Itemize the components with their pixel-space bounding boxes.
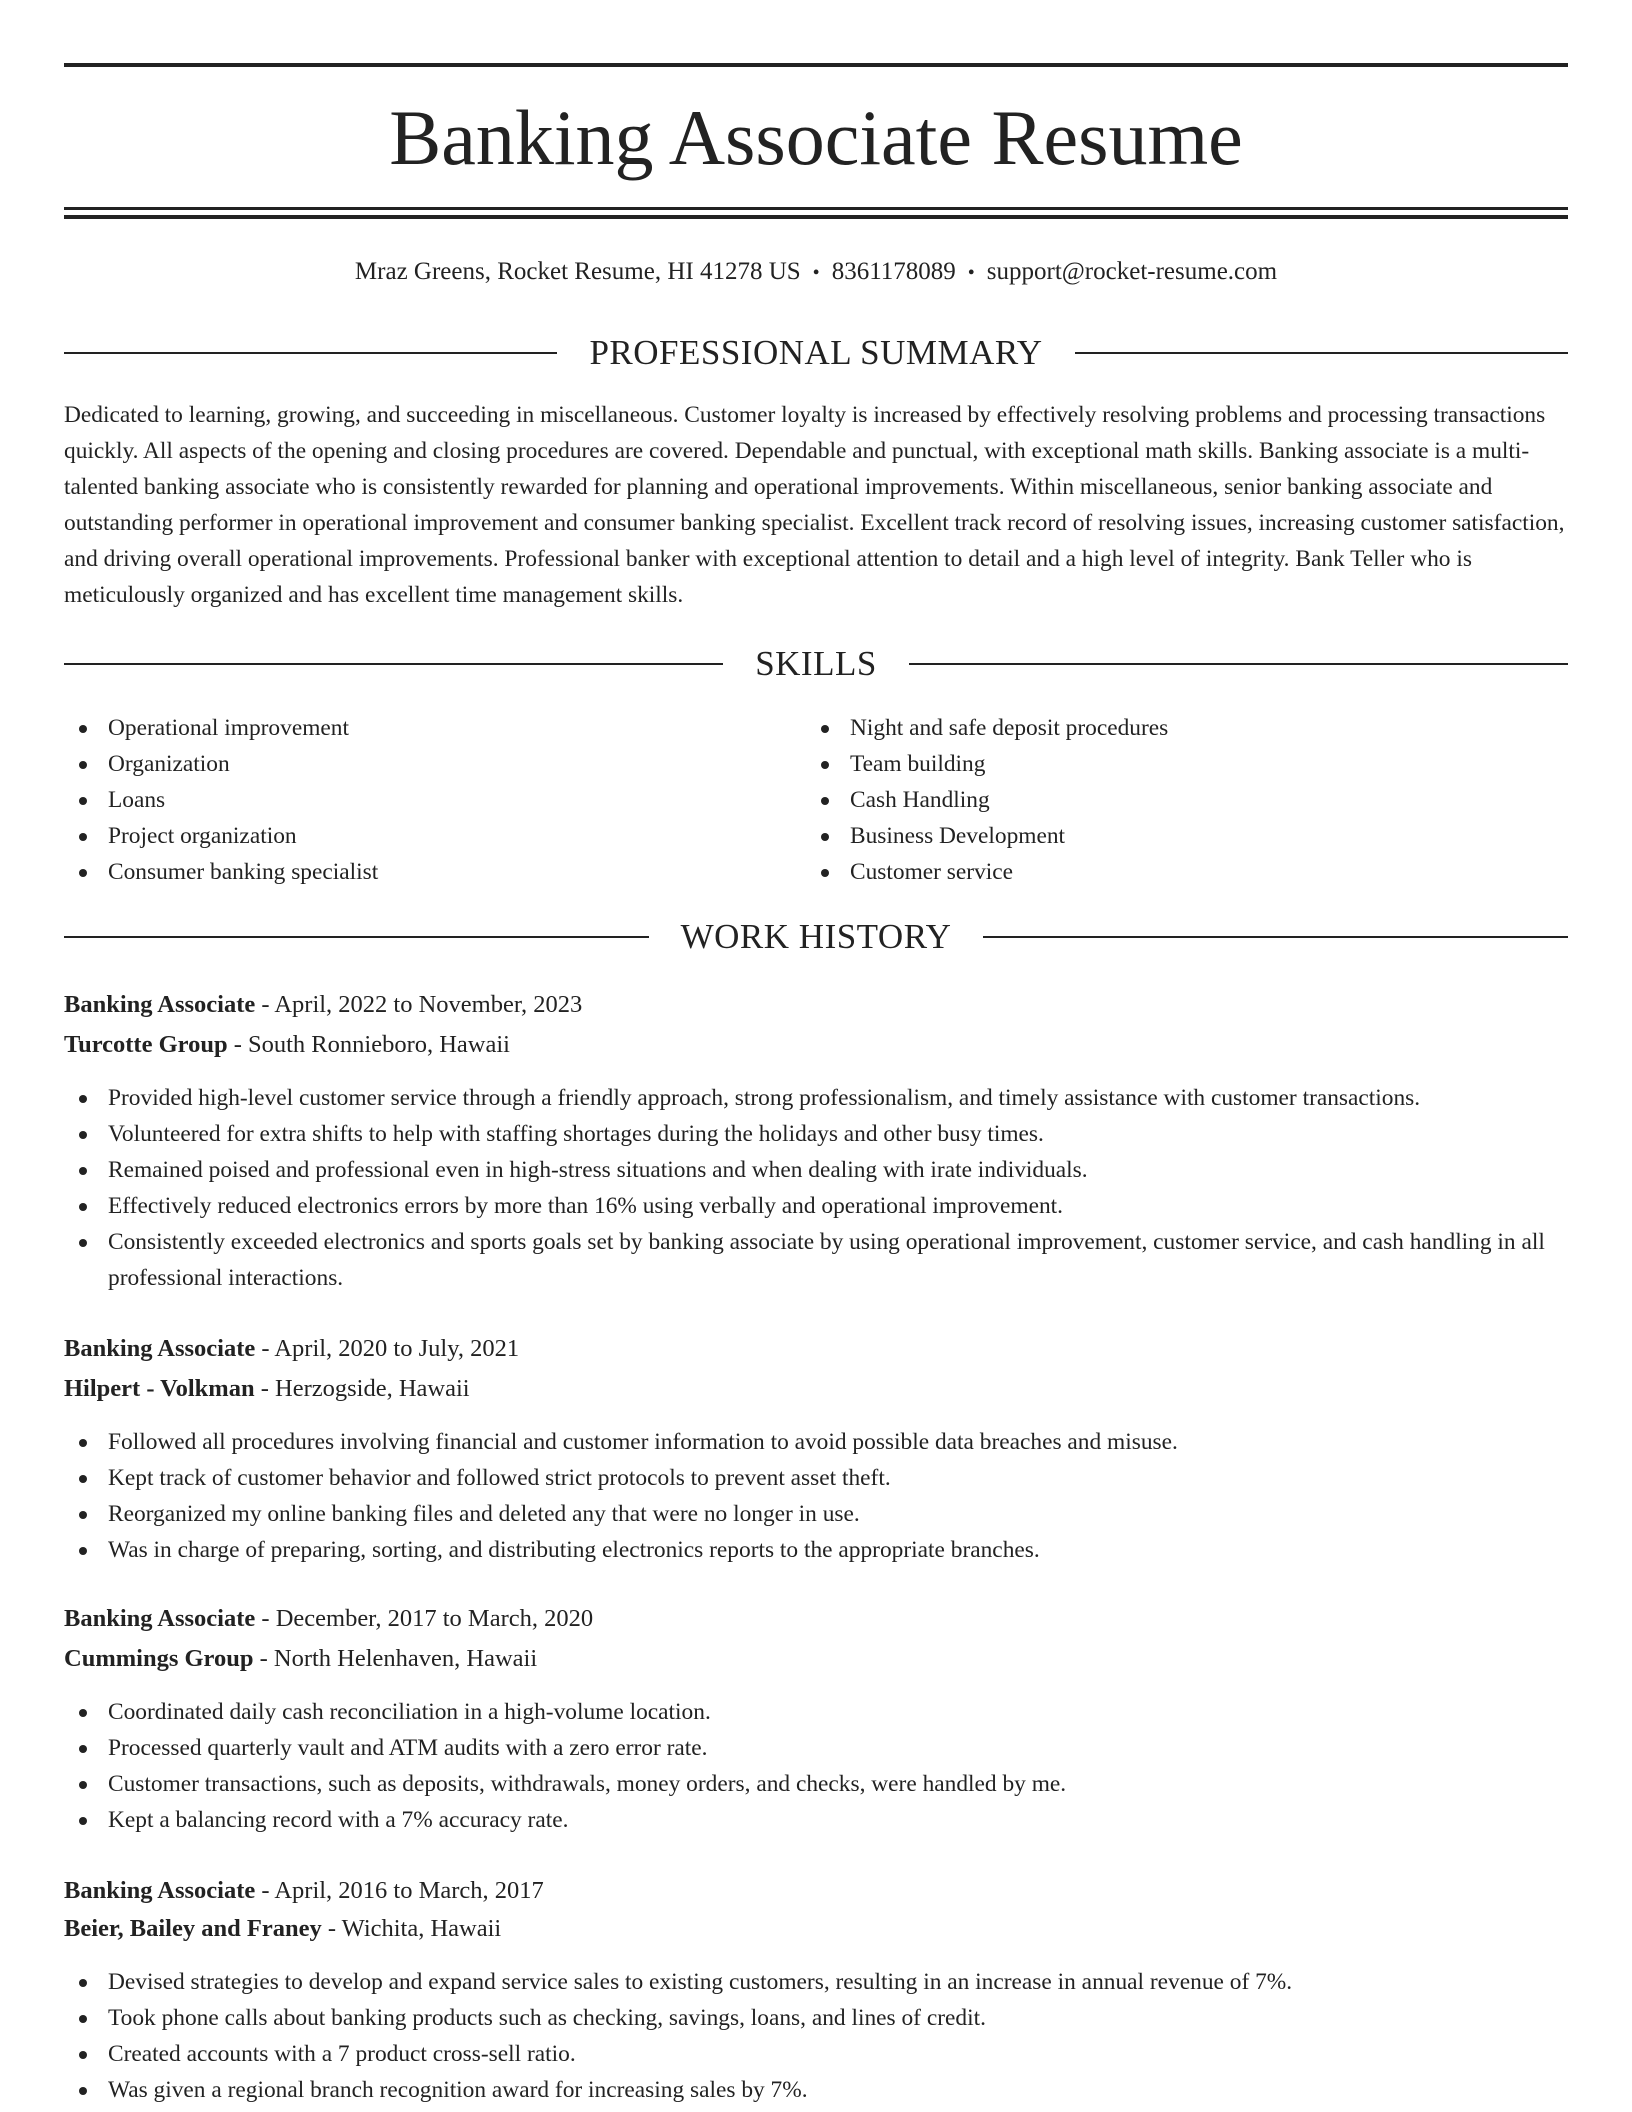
job-bullet: Took phone calls about banking products such as checking, savings, loans, and lines of credit. xyxy=(64,2000,1568,2036)
job-bullet: Coordinated daily cash reconciliation in a high-volume location. xyxy=(64,1694,1568,1730)
job-dates: - April, 2022 to November, 2023 xyxy=(255,991,583,1018)
skills-list-right xyxy=(806,710,1546,890)
contact-phone: 8361178089 xyxy=(831,258,956,285)
job-bullet: Kept a balancing record with a 7% accuracy rate. xyxy=(64,1802,1568,1838)
job-location: - South Ronnieboro, Hawaii xyxy=(227,1031,510,1058)
job-bullet: Consistently exceeded electronics and sports goals set by banking associate by using operational improvement, customer service, and cash handling in all professional interactions. xyxy=(64,1224,1568,1296)
job-bullet-list xyxy=(64,1964,1568,2108)
job-bullet: Created accounts with a 7 product cross-sell ratio. xyxy=(64,2036,1568,2072)
job-bullet: Was in charge of preparing, sorting, and distributing electronics reports to the appropriate branches. xyxy=(64,1532,1568,1568)
job-title-line xyxy=(64,1871,1568,1911)
job-bullet: Devised strategies to develop and expand service sales to existing customers, resulting in an increase in annual revenue of 7%. xyxy=(64,1964,1568,2000)
job-company: Hilpert - Volkman xyxy=(64,1375,255,1402)
job-company-line xyxy=(64,1369,1568,1409)
job-company: Beier, Bailey and Franey xyxy=(64,1915,322,1942)
job-title: Banking Associate xyxy=(64,1335,256,1362)
job-bullet-list xyxy=(64,1080,1568,1296)
skill-item: Operational improvement xyxy=(64,710,804,746)
contact-email: support@rocket-resume.com xyxy=(986,258,1278,285)
job-dates: - April, 2020 to July, 2021 xyxy=(255,1335,520,1362)
job-bullet: Reorganized my online banking files and deleted any that were no longer in use. xyxy=(64,1496,1568,1532)
job-bullet: Kept track of customer behavior and followed strict protocols to prevent asset theft. xyxy=(64,1460,1568,1496)
job-location: - Wichita, Hawaii xyxy=(321,1915,502,1942)
heading-rule-right xyxy=(983,936,1568,938)
skills-list-left xyxy=(64,710,804,890)
job-bullet: Processed quarterly vault and ATM audits with a zero error rate. xyxy=(64,1730,1568,1766)
job-bullet-list xyxy=(64,1424,1568,1568)
header-rule-upper xyxy=(64,207,1568,210)
job-company-line xyxy=(64,1025,1568,1065)
job-bullet: Was given a regional branch recognition award for increasing sales by 7%. xyxy=(64,2072,1568,2108)
job-company-line xyxy=(64,1639,1568,1679)
job-bullet: Followed all procedures involving financial and customer information to avoid possible data breaches and misuse. xyxy=(64,1424,1568,1460)
job-title: Banking Associate xyxy=(64,1605,256,1632)
resume-title: Banking Associate Resume xyxy=(389,94,1243,181)
contact-info xyxy=(64,252,1568,293)
job-location: - Herzogside, Hawaii xyxy=(254,1375,470,1402)
job-dates: - April, 2016 to March, 2017 xyxy=(255,1877,544,1904)
job-title-line xyxy=(64,1599,1568,1639)
skill-item: Night and safe deposit procedures xyxy=(806,710,1546,746)
header-rule-lower xyxy=(64,215,1568,219)
skill-item: Organization xyxy=(64,746,804,782)
job-bullet: Provided high-level customer service through a friendly approach, strong professionalism, and timely assistance with customer transactions. xyxy=(64,1080,1568,1116)
skill-item: Customer service xyxy=(806,854,1546,890)
section-title: PROFESSIONAL SUMMARY xyxy=(589,333,1043,372)
job-bullet: Effectively reduced electronics errors by more than 16% using verbally and operational improvement. xyxy=(64,1188,1568,1224)
job-company-line xyxy=(64,1909,1568,1949)
contact-address: Mraz Greens, Rocket Resume, HI 41278 US xyxy=(354,258,801,285)
job-location: - North Helenhaven, Hawaii xyxy=(253,1645,538,1672)
heading-rule-left xyxy=(64,352,557,354)
job-dates: - December, 2017 to March, 2020 xyxy=(255,1605,594,1632)
job-title: Banking Associate xyxy=(64,991,256,1018)
job-title-line xyxy=(64,1329,1568,1369)
job-bullet: Volunteered for extra shifts to help with staffing shortages during the holidays and other busy times. xyxy=(64,1116,1568,1152)
job-company: Cummings Group xyxy=(64,1645,254,1672)
skill-item: Loans xyxy=(64,782,804,818)
skill-item: Project organization xyxy=(64,818,804,854)
work-section-heading xyxy=(64,915,1568,959)
contact-separator: • xyxy=(967,262,975,284)
heading-rule-right xyxy=(1075,352,1568,354)
skill-item: Business Development xyxy=(806,818,1546,854)
job-bullet: Customer transactions, such as deposits, withdrawals, money orders, and checks, were handled by me. xyxy=(64,1766,1568,1802)
job-company: Turcotte Group xyxy=(64,1031,228,1058)
section-title: SKILLS xyxy=(755,644,877,683)
skill-item: Cash Handling xyxy=(806,782,1546,818)
job-title-line xyxy=(64,985,1568,1025)
job-bullet: Remained poised and professional even in high-stress situations and when dealing with irate individuals. xyxy=(64,1152,1568,1188)
summary-text: Dedicated to learning, growing, and succeeding in miscellaneous. Customer loyalty is increased by effectively resolving problems and processing transactions quickly. All aspects of the opening and closing procedures are covered. Dependable and punctual, with exceptional math skills. Banking associate is a multi-talented banking associate who is consistently rewarded for planning and operational improvements. Within miscellaneous, senior banking associate and outstanding performer in operational improvement and consumer banking specialist. Excellent track record of resolving issues, increasing customer satisfaction, and driving overall operational improvements. Professional banker with exceptional attention to detail and a high level of integrity. Bank Teller who is meticulously organized and has excellent time management skills. xyxy=(64,402,1565,608)
skill-item: Consumer banking specialist xyxy=(64,854,804,890)
heading-rule-left xyxy=(64,663,723,665)
job-title: Banking Associate xyxy=(64,1877,256,1904)
skills-section-heading xyxy=(64,642,1568,686)
heading-rule-left xyxy=(64,936,649,938)
job-bullet-list xyxy=(64,1694,1568,1838)
heading-rule-right xyxy=(909,663,1568,665)
header-top-rule xyxy=(64,63,1568,67)
summary-section-heading xyxy=(64,331,1568,375)
section-title: WORK HISTORY xyxy=(680,917,952,956)
contact-separator: • xyxy=(812,262,820,284)
skill-item: Team building xyxy=(806,746,1546,782)
